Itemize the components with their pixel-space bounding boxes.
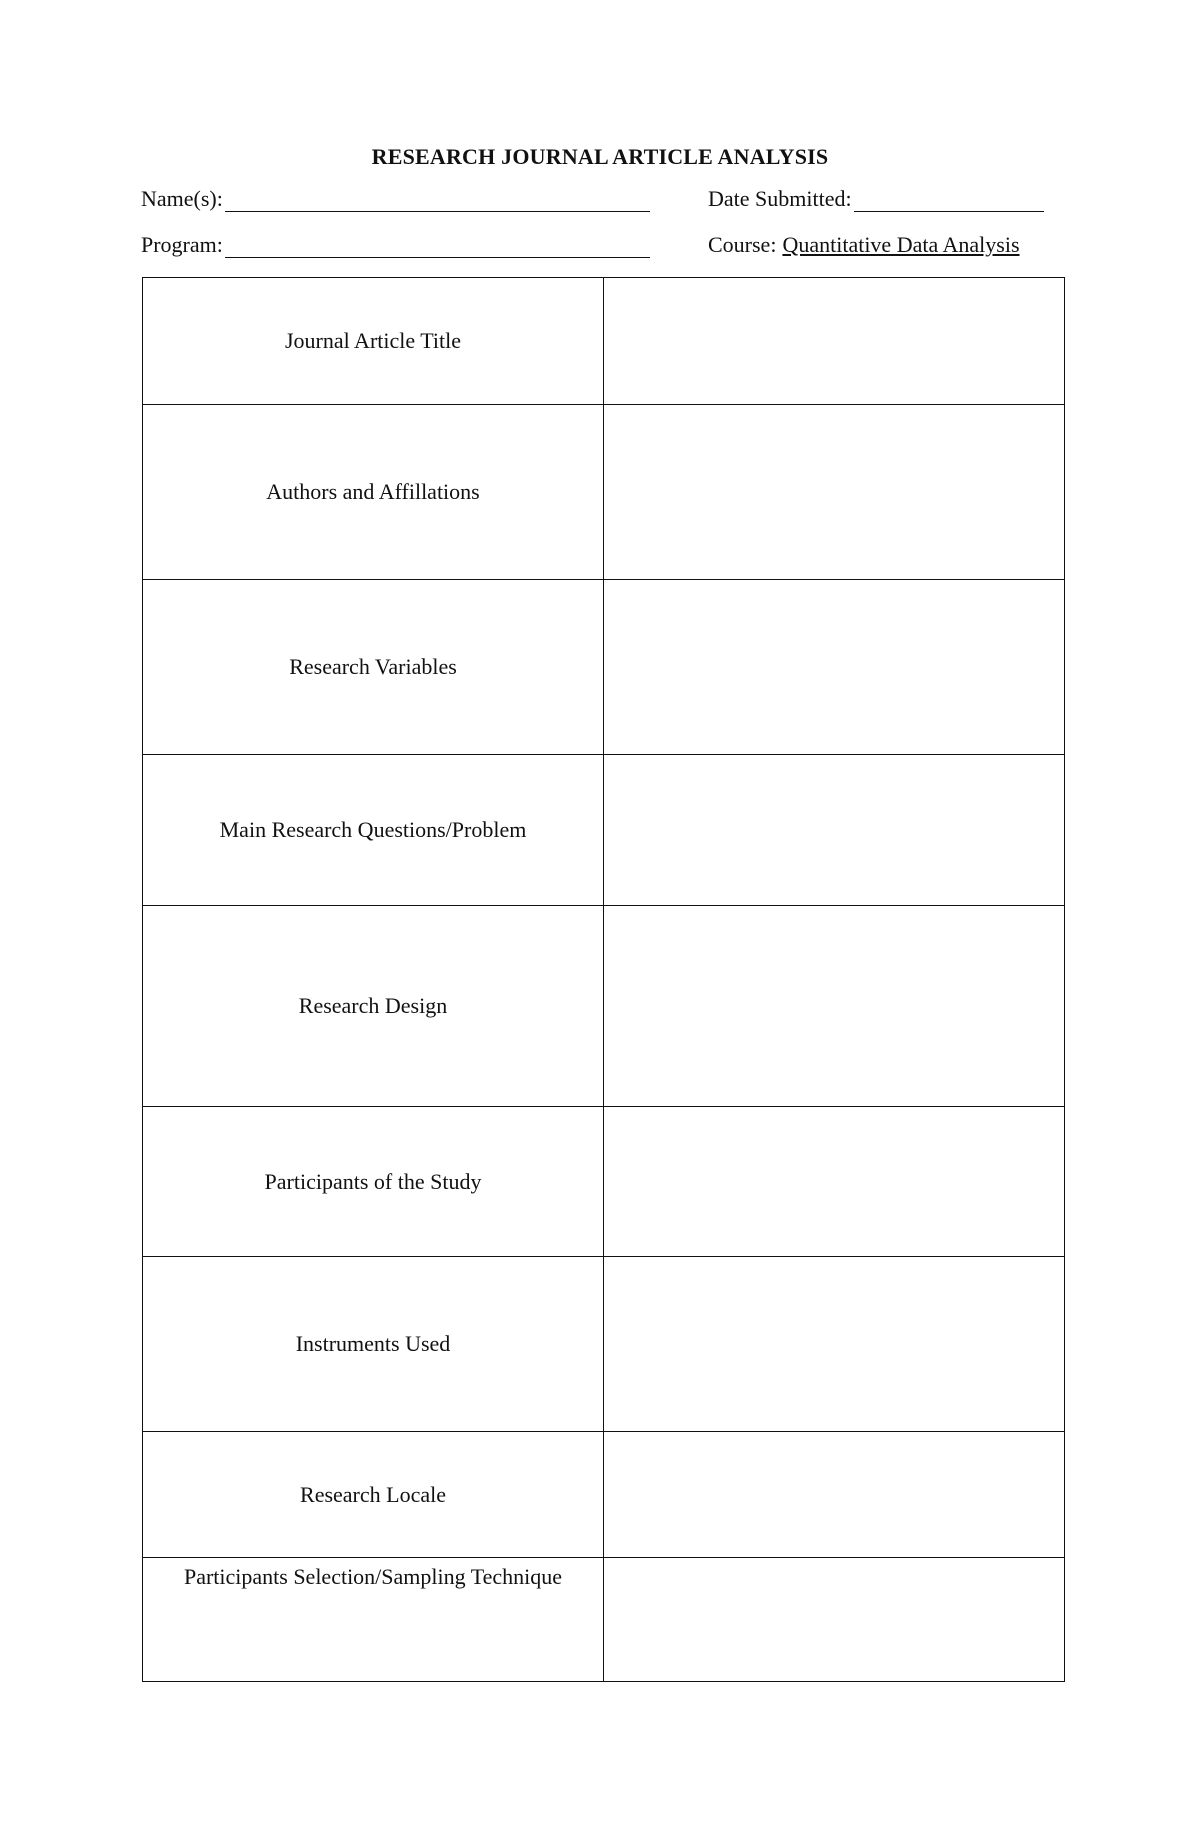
table-row xyxy=(143,1257,1065,1432)
row-answer-authors-and-affiliations[interactable] xyxy=(604,405,1065,580)
row-answer-participants-of-the-study[interactable] xyxy=(604,1107,1065,1257)
date-submitted-blank[interactable] xyxy=(854,189,1044,212)
row-answer-instruments-used[interactable] xyxy=(604,1257,1065,1432)
names-blank[interactable] xyxy=(225,189,650,212)
program-label: Program: xyxy=(141,232,223,257)
row-label-sampling-technique: Participants Selection/Sampling Technique xyxy=(143,1558,604,1682)
course-field xyxy=(708,232,1020,258)
row-label-research-variables: Research Variables xyxy=(143,580,604,755)
row-label-participants-of-the-study: Participants of the Study xyxy=(143,1107,604,1257)
row-label-journal-article-title: Journal Article Title xyxy=(143,278,604,405)
document-title: RESEARCH JOURNAL ARTICLE ANALYSIS xyxy=(371,144,829,169)
table-row xyxy=(143,1107,1065,1257)
program-blank[interactable] xyxy=(225,235,650,258)
table-row xyxy=(143,1558,1065,1682)
row-answer-research-variables[interactable] xyxy=(604,580,1065,755)
course-label: Course: xyxy=(708,232,777,257)
names-label: Name(s): xyxy=(141,186,223,211)
row-answer-research-locale[interactable] xyxy=(604,1432,1065,1558)
course-value: Quantitative Data Analysis xyxy=(782,232,1020,257)
row-label-instruments-used: Instruments Used xyxy=(143,1257,604,1432)
table-row xyxy=(143,405,1065,580)
row-answer-journal-article-title[interactable] xyxy=(604,278,1065,405)
table-row xyxy=(143,755,1065,906)
program-field xyxy=(141,232,650,258)
date-submitted-field xyxy=(708,186,1044,212)
table-row xyxy=(143,1432,1065,1558)
table-row xyxy=(143,278,1065,405)
row-label-authors-and-affiliations: Authors and Affillations xyxy=(143,405,604,580)
row-answer-research-design[interactable] xyxy=(604,906,1065,1107)
row-label-research-design: Research Design xyxy=(143,906,604,1107)
date-submitted-label: Date Submitted: xyxy=(708,186,852,211)
program-row xyxy=(141,232,1061,262)
analysis-table xyxy=(142,277,1065,1682)
row-label-research-locale: Research Locale xyxy=(143,1432,604,1558)
row-answer-main-research-questions[interactable] xyxy=(604,755,1065,906)
names-row xyxy=(141,186,1061,216)
table-row xyxy=(143,580,1065,755)
row-answer-sampling-technique[interactable] xyxy=(604,1558,1065,1682)
row-label-main-research-questions: Main Research Questions/Problem xyxy=(143,755,604,906)
names-field xyxy=(141,186,650,212)
table-row xyxy=(143,906,1065,1107)
